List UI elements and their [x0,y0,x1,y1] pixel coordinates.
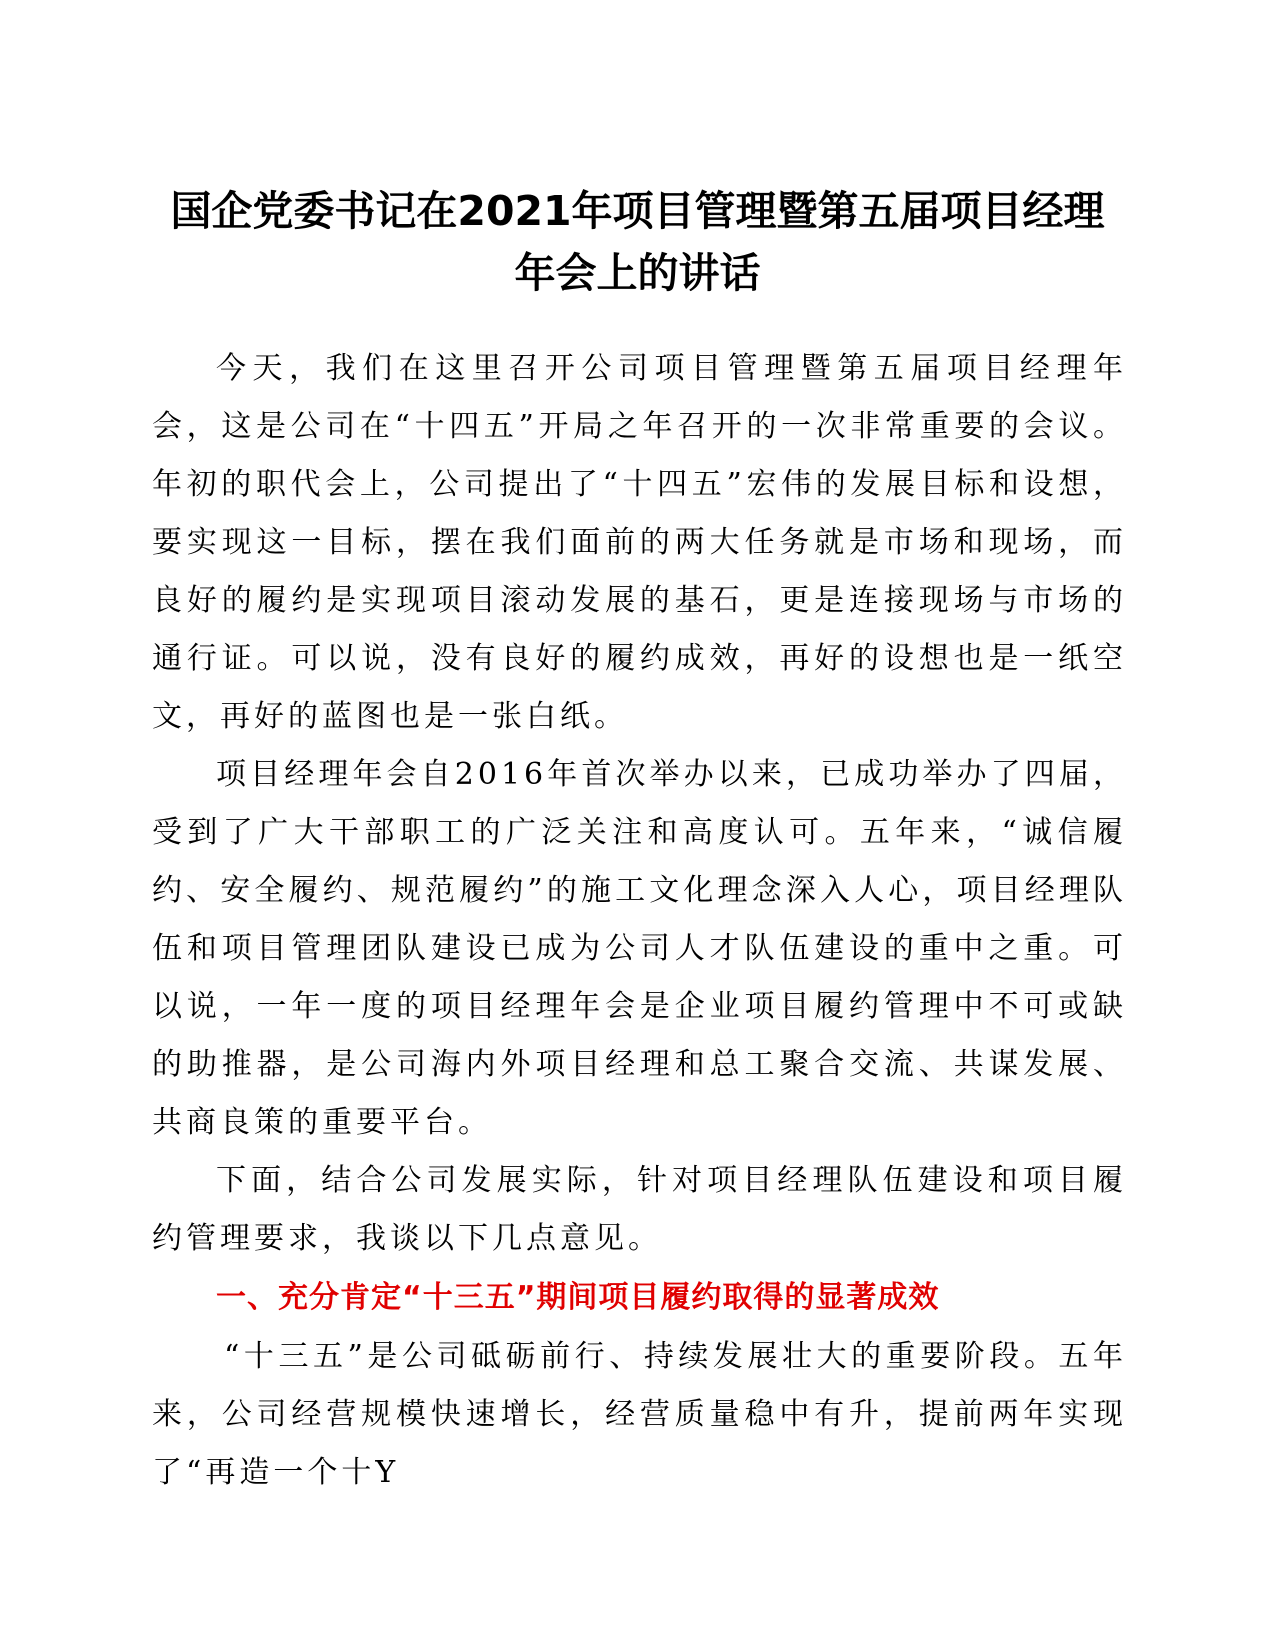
section-heading: 一、充分肯定“十三五”期间项目履约取得的显著成效 [216,1280,940,1315]
paragraph-1: 今天，我们在这里召开公司项目管理暨第五届项目经理年会，这是公司在“十四五”开局之年召开的一次非常重要的会议。年初的职代会上，公司提出了“十四五”宏伟的发展目标和设想，要实现这一目标，摆在我们面前的两大任务就是市场和现场，而良好的履约是实现项目滚动发展的基石，更是连接现场与市场的通行证。可以说，没有良好的履约成效，再好的设想也是一纸空文，再好的蓝图也是一张白纸。 [152,351,1127,734]
paragraph-2: 项目经理年会自2016年首次举办以来，已成功举办了四届，受到了广大干部职工的广泛关注和高度认可。五年来，“诚信履约、安全履约、规范履约”的施工文化理念深入人心，项目经理队伍和项目管理团队建设已成为公司人才队伍建设的重中之重。可以说，一年一度的项目经理年会是企业项目履约管理中不可或缺的助推器，是公司海内外项目经理和总工聚合交流、共谋发展、共商良策的重要平台。 [152,757,1127,1140]
document-title: 国企党委书记在2021年项目管理暨第五届项目经理年会上的讲话 [170,187,1105,297]
section-paragraph: “十三五”是公司砥砺前行、持续发展壮大的重要阶段。五年来，公司经营规模快速增长，经营质量稳中有升，提前两年实现了“再造一个十Y [152,1339,1127,1490]
document-body [152,340,1127,1502]
paragraph-3: 下面，结合公司发展实际，针对项目经理队伍建设和项目履约管理要求，我谈以下几点意见。 [152,1163,1127,1256]
